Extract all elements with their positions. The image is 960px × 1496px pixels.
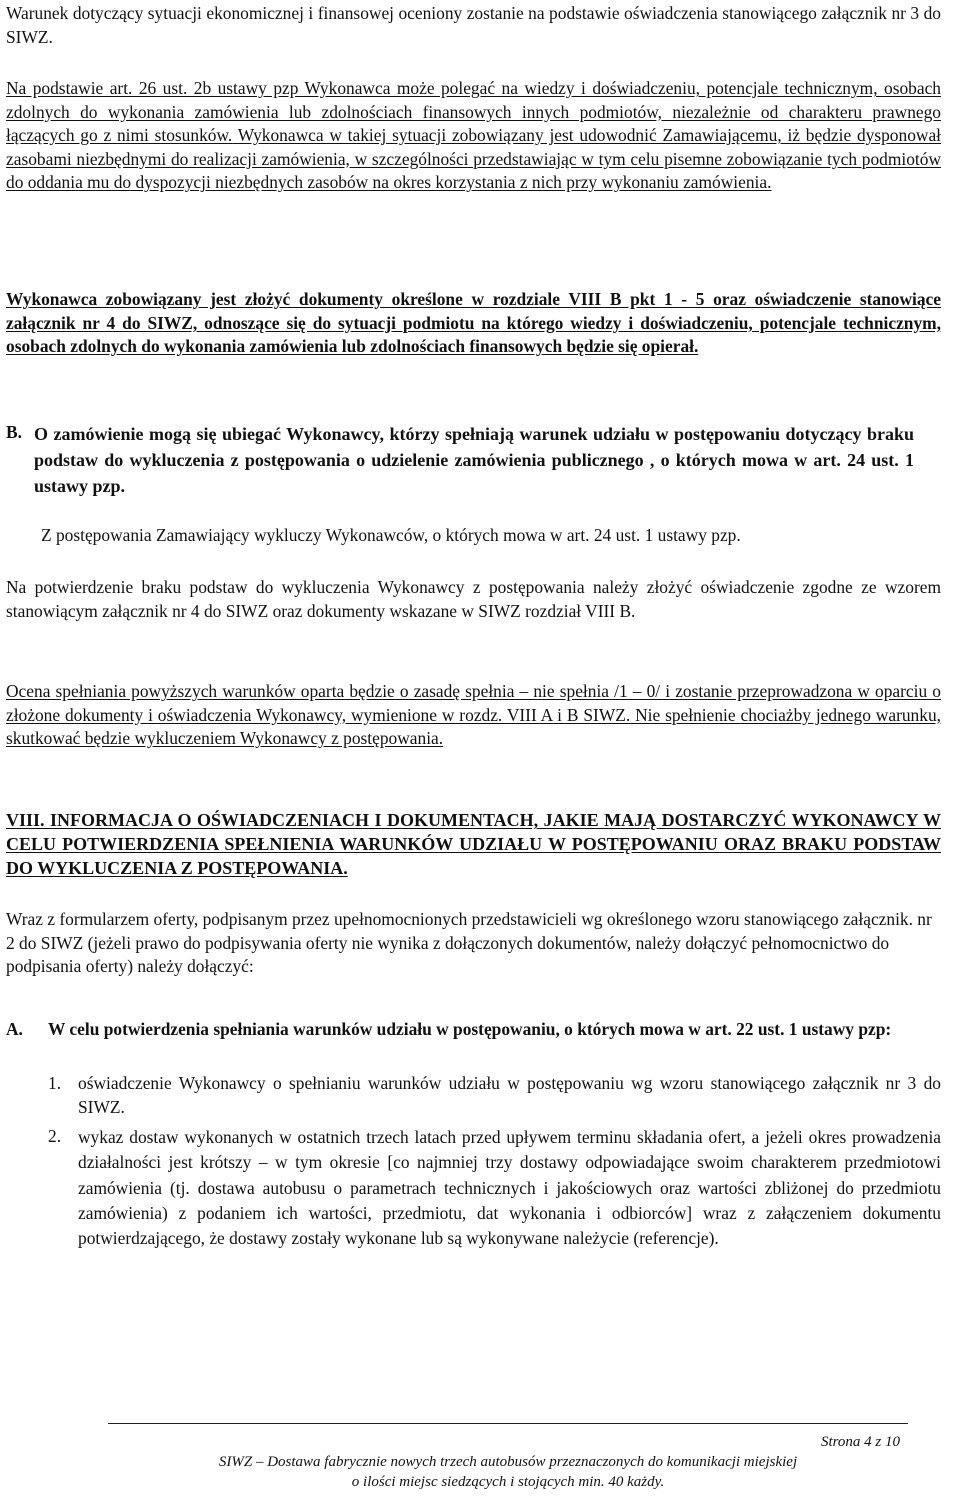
list-item-2-number: 2.: [48, 1126, 62, 1146]
section-b-text: O zamówienie mogą się ubiegać Wykonawcy, którzy spełniają warunek udziału w postępowaniu dotyczący braku podstaw do wykluczenia z postępowania o udzielenie zamówienia publicznego , o których mowa w art. 24 ust. 1 ustawy pzp.: [34, 424, 914, 496]
footer-divider: [108, 1423, 908, 1424]
paragraph-confirmation: Na potwierdzenie braku podstaw do wykluczenia Wykonawcy z postępowania należy złożyć oświadczenie zgodne ze wzorem stanowiącym załącznik nr 4 do SIWZ oraz dokumenty wskazane w SIWZ rozdział VIII B.: [6, 577, 941, 621]
paragraph-exclusion: Z postępowania Zamawiający wykluczy Wykonawców, o których mowa w art. 24 ust. 1 ustawy pzp.: [41, 525, 741, 545]
paragraph-art-26-part2: Wykonawca w takiej sytuacji zobowiązany jest udowodnić Zamawiającemu, iż będzie dysponował zasobami niezbędnymi do realizacji zamówienia, w szczególności przedstawiając w tym celu pisemne zobowiązanie tych podmiotów do oddania mu do dyspozycji niezbędnych zasobów na okres korzystania z nich przy wykonaniu zamówienia.: [6, 125, 941, 192]
section-a-text: W celu potwierdzenia spełniania warunków udziału w postępowaniu, o których mowa w art. 22 ust. 1 ustawy pzp:: [48, 1019, 892, 1039]
paragraph-offer-attachments: Wraz z formularzem oferty, podpisanym przez upełnomocnionych przedstawicieli wg określonego wzoru stanowiącego załącznik. nr 2 do SIWZ (jeżeli prawo do podpisywania oferty nie wynika z dołączonych dokumentów, należy dołączyć pełnomocnictwo do podpisania oferty) należy dołączyć:: [6, 909, 932, 976]
footer-page-number: Strona 4 z 10: [820, 1434, 900, 1450]
section-b-label: B.: [6, 422, 22, 442]
section-a-label: A.: [6, 1019, 23, 1039]
paragraph-economic-condition: Warunek dotyczący sytuacji ekonomicznej i finansowej oceniony zostanie na podstawie oświadczenia stanowiącego załącznik nr 3 do SIWZ.: [6, 3, 941, 47]
list-item-1-number: 1.: [48, 1073, 62, 1093]
footer-title-line1: SIWZ – Dostawa fabrycznie nowych trzech autobusów przeznaczonych do komunikacji miejskiej: [218, 1454, 798, 1470]
paragraph-art-26: [6, 77, 941, 195]
list-item-2-text: wykaz dostaw wykonanych w ostatnich trzech latach przed upływem terminu składania ofert, a jeżeli okres prowadzenia działalności jest krótszy – w tym okresie [co najmniej trzy dostawy odpowiadające swoim charakterem przedmiotowi zamówienia (tj. dostawa autobusu o parametrach technicznych i jakościowych oraz wartości zbliżonej do przedmiotu zamówienia) z podaniem ich wartości, przedmiotu, dat wykonania i odbiorców] wraz z załączeniem dokumentu potwierdzającego, że dostawy zostały wykonane lub są wykonywane należycie (referencje).: [78, 1127, 941, 1249]
section-viii-heading: VIII. INFORMACJA O OŚWIADCZENIACH I DOKUMENTACH, JAKIE MAJĄ DOSTARCZYĆ WYKONAWCY W CELU POTWIERDZENIA SPEŁNIENIA WARUNKÓW UDZIAŁU W POSTĘPOWANIU ORAZ BRAKU PODSTAW DO WYKLUCZENIA Z POSTĘPOWANIA.: [6, 810, 941, 879]
paragraph-assessment: Ocena spełniania powyższych warunków oparta będzie o zasadę spełnia – nie spełnia /1 – 0/ i zostanie przeprowadzona w oparciu o złożone dokumenty i oświadczenia Wykonawcy, wymienione w rozdz. VIII A i B SIWZ. Nie spełnienie chociażby jednego warunku, skutkować będzie wykluczeniem Wykonawcy z postępowania.: [6, 681, 941, 748]
list-item-1-text: oświadczenie Wykonawcy o spełnianiu warunków udziału w postępowaniu wg wzoru stanowiącego załącznik nr 3 do SIWZ.: [78, 1073, 941, 1117]
footer-title-line2: o ilości miejsc siedzących i stojących min. 40 każdy.: [351, 1474, 665, 1490]
paragraph-art-26-part1: Na podstawie art. 26 ust. 2b ustawy pzp Wykonawca może polegać na wiedzy i doświadczeniu, potencjale technicznym, osobach zdolnych do wykonania zamówienia lub zdolnościach finansowych innych podmiotów, niezależnie od charakteru prawnego łączących go z nimi stosunków.: [6, 78, 941, 145]
paragraph-obligation: Wykonawca zobowiązany jest złożyć dokumenty określone w rozdziale VIII B pkt 1 - 5 oraz oświadczenie stanowiące załącznik nr 4 do SIWZ, odnoszące się do sytuacji podmiotu na którego wiedzy i doświadczeniu, potencjale technicznym, osobach zdolnych do wykonania zamówienia lub zdolnościach finansowych będzie się opierał.: [6, 289, 941, 356]
